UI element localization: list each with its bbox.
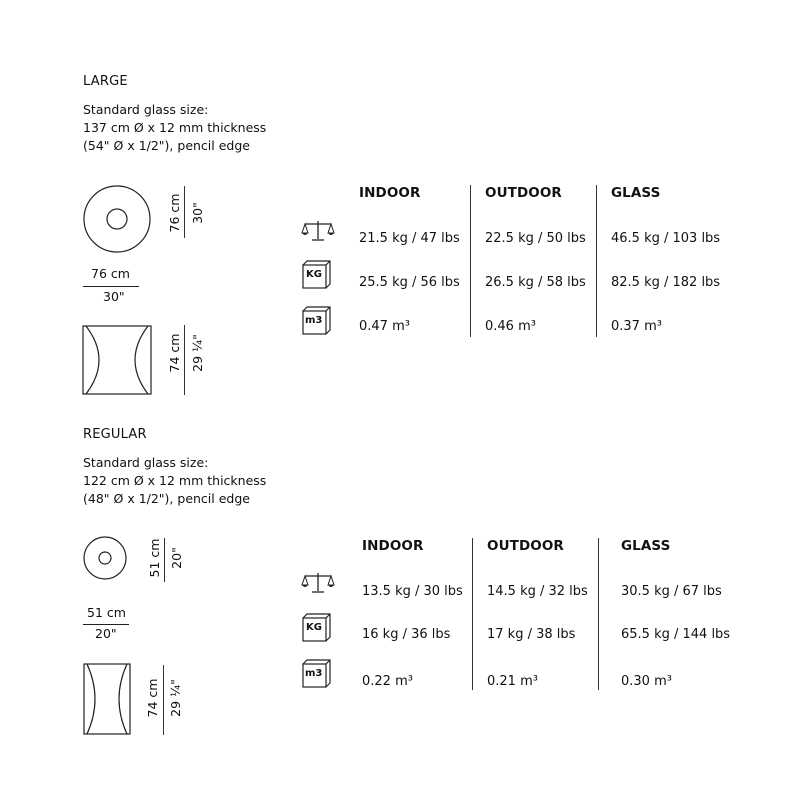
section-title: REGULAR bbox=[83, 427, 147, 442]
column-divider bbox=[596, 185, 597, 337]
value-cell: 0.47 m³ bbox=[359, 319, 410, 334]
value-cell: 0.46 m³ bbox=[485, 319, 536, 334]
value-cell: 16 kg / 36 lbs bbox=[362, 627, 451, 642]
glass-size-line: (54" Ø x 1/2"), pencil edge bbox=[83, 138, 250, 153]
value-cell: 0.22 m³ bbox=[362, 674, 413, 689]
glass-size-line: Standard glass size: bbox=[83, 102, 209, 117]
column-header-glass: GLASS bbox=[611, 185, 661, 201]
glass-size-line: Standard glass size: bbox=[83, 455, 209, 470]
value-cell: 46.5 kg / 103 lbs bbox=[611, 231, 721, 246]
kg-icon-label: KG bbox=[306, 269, 322, 280]
glass-size-line: (48" Ø x 1/2"), pencil edge bbox=[83, 491, 250, 506]
value-cell: 21.5 kg / 47 lbs bbox=[359, 231, 460, 246]
column-header-indoor: INDOOR bbox=[359, 185, 421, 201]
m3-icon-label: m3 bbox=[305, 668, 323, 679]
glass-size-line: 122 cm Ø x 12 mm thickness bbox=[83, 473, 267, 488]
column-header-indoor: INDOOR bbox=[362, 538, 424, 554]
side-height-cm: 74 cm bbox=[145, 678, 160, 718]
section-title: LARGE bbox=[83, 74, 128, 89]
table-side-view-drawing bbox=[83, 663, 133, 737]
kg-icon-label: KG bbox=[306, 622, 322, 633]
top-width-cm: 76 cm bbox=[91, 266, 130, 281]
column-divider bbox=[598, 538, 599, 690]
side-height-cm: 74 cm bbox=[167, 333, 182, 373]
value-cell: 0.37 m³ bbox=[611, 319, 662, 334]
dimension-line bbox=[164, 538, 165, 582]
dimension-line bbox=[184, 186, 185, 238]
side-height-in: 29 ¼" bbox=[168, 679, 183, 717]
value-cell: 0.21 m³ bbox=[487, 674, 538, 689]
value-cell: 22.5 kg / 50 lbs bbox=[485, 231, 586, 246]
column-divider bbox=[472, 538, 473, 690]
value-cell: 82.5 kg / 182 lbs bbox=[611, 275, 721, 290]
top-height-cm: 51 cm bbox=[147, 538, 162, 578]
top-height-cm: 76 cm bbox=[167, 193, 182, 233]
value-cell: 25.5 kg / 56 lbs bbox=[359, 275, 460, 290]
column-header-glass: GLASS bbox=[621, 538, 671, 554]
top-width-cm: 51 cm bbox=[87, 605, 126, 620]
side-height-in: 29 ¼" bbox=[190, 334, 205, 372]
top-height-in: 20" bbox=[169, 547, 184, 569]
top-width-in: 30" bbox=[103, 289, 125, 304]
table-top-view-drawing bbox=[83, 536, 133, 586]
top-width-in: 20" bbox=[95, 626, 117, 641]
dimension-line bbox=[184, 325, 185, 395]
value-cell: 17 kg / 38 lbs bbox=[487, 627, 576, 642]
column-header-outdoor: OUTDOOR bbox=[485, 185, 562, 201]
dimension-line bbox=[83, 624, 129, 625]
dimension-line bbox=[83, 286, 139, 287]
table-top-view-drawing bbox=[82, 184, 162, 264]
value-cell: 14.5 kg / 32 lbs bbox=[487, 584, 588, 599]
glass-size-line: 137 cm Ø x 12 mm thickness bbox=[83, 120, 267, 135]
column-divider bbox=[470, 185, 471, 337]
value-cell: 26.5 kg / 58 lbs bbox=[485, 275, 586, 290]
m3-icon-label: m3 bbox=[305, 315, 323, 326]
top-height-in: 30" bbox=[190, 202, 205, 224]
value-cell: 13.5 kg / 30 lbs bbox=[362, 584, 463, 599]
column-header-outdoor: OUTDOOR bbox=[487, 538, 564, 554]
dimension-line bbox=[163, 665, 164, 735]
value-cell: 0.30 m³ bbox=[621, 674, 672, 689]
value-cell: 30.5 kg / 67 lbs bbox=[621, 584, 722, 599]
scale-icon bbox=[302, 220, 334, 244]
scale-icon bbox=[302, 572, 334, 596]
value-cell: 65.5 kg / 144 lbs bbox=[621, 627, 731, 642]
table-side-view-drawing bbox=[82, 325, 154, 397]
